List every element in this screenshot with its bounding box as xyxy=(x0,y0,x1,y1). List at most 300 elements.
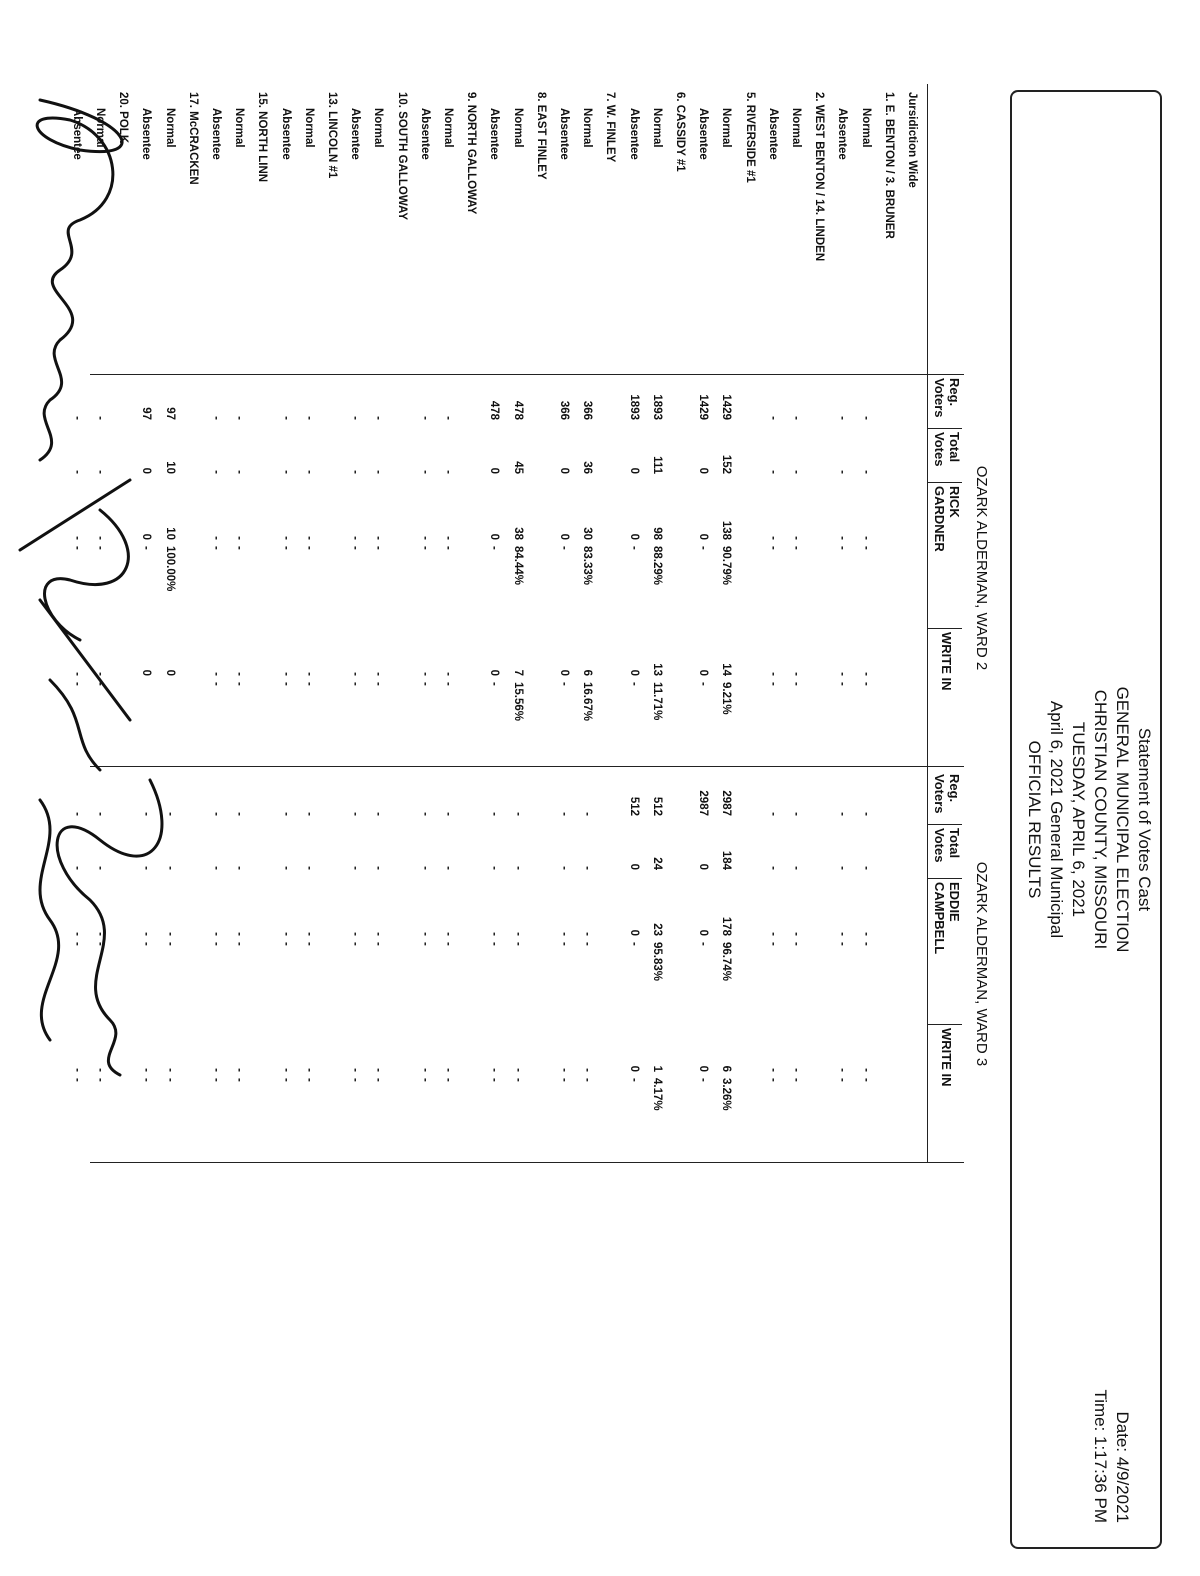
jurisdiction-label: 7. W. FINLEY xyxy=(604,92,617,163)
result-cell-w2: - xyxy=(233,546,246,550)
colsep xyxy=(928,878,962,879)
result-cell-w2: 36 xyxy=(581,461,594,474)
result-cell-w3: 2987 xyxy=(720,790,733,816)
result-cell-w2: - xyxy=(94,416,106,420)
result-cell-w2: - xyxy=(859,470,872,474)
result-cell-w3: - xyxy=(859,812,872,816)
result-cell-w3: - xyxy=(210,1078,222,1082)
result-cell-w3: - xyxy=(766,866,779,870)
result-cell-w2: 1429 xyxy=(720,394,733,420)
result-cell-w3: - xyxy=(163,932,176,936)
result-cell-w3: 184 xyxy=(720,850,733,870)
result-cell-w3: - xyxy=(302,942,315,946)
result-cell-w2: 1893 xyxy=(627,394,640,420)
result-cell-w2: 0 xyxy=(627,467,640,474)
result-cell-w3: - xyxy=(140,1068,153,1072)
result-cell-w2: 83.33% xyxy=(581,546,594,586)
result-cell-w3: - xyxy=(302,866,315,870)
result-cell-w3: - xyxy=(836,866,849,870)
result-cell-w3: - xyxy=(442,942,454,946)
result-cell-w2: - xyxy=(279,536,292,540)
result-cell-w2: - xyxy=(210,536,222,540)
result-cell-w2: - xyxy=(210,470,222,474)
signature-2 xyxy=(20,480,130,770)
result-cell-w2: - xyxy=(302,682,315,686)
result-cell-w2: 0 xyxy=(697,669,710,676)
result-cell-w3: - xyxy=(279,932,292,936)
result-cell-w2: - xyxy=(70,682,83,686)
result-cell-w2: 0 xyxy=(697,467,710,474)
result-cell-w2: 152 xyxy=(720,454,733,474)
result-cell-w3: - xyxy=(70,866,83,870)
colhead-reg-voters-w3: Reg. Voters xyxy=(932,774,962,814)
jurisdiction-label: 5. RIVERSIDE #1 xyxy=(743,92,756,183)
result-cell-w2: - xyxy=(442,470,454,474)
divider-end xyxy=(90,1162,964,1163)
result-cell-w3: - xyxy=(140,1078,153,1082)
result-cell-w3: - xyxy=(418,1068,431,1072)
jurisdiction-subrow-label: Normal xyxy=(233,108,246,148)
colsep xyxy=(928,482,962,483)
jurisdiction-subrow-label: Absentee xyxy=(140,108,153,160)
result-cell-w3: - xyxy=(558,932,570,936)
result-cell-w3: - xyxy=(790,812,802,816)
result-cell-w3: - xyxy=(836,942,849,946)
jurisdiction-subrow-label: Normal xyxy=(442,108,454,148)
result-cell-w2: - xyxy=(836,682,849,686)
result-cell-w3: - xyxy=(790,1068,802,1072)
jurisdiction-subrow-label: Normal xyxy=(94,108,106,148)
result-cell-w3: - xyxy=(233,1078,246,1082)
jurisdiction-label: 9. NORTH GALLOWAY xyxy=(465,92,478,215)
colsep xyxy=(928,1024,962,1025)
result-cell-w3: - xyxy=(302,1078,315,1082)
result-cell-w2: - xyxy=(279,682,292,686)
election-name: GENERAL MUNICIPAL ELECTION xyxy=(1113,686,1132,953)
result-cell-w3: - xyxy=(94,942,106,946)
result-cell-w2: - xyxy=(836,672,849,676)
result-cell-w2: 88.29% xyxy=(650,546,663,586)
result-cell-w3: 512 xyxy=(627,796,640,816)
result-cell-w3: - xyxy=(766,812,779,816)
jurisdiction-subrow-label: Absentee xyxy=(836,108,849,160)
result-cell-w2: 0 xyxy=(488,467,501,474)
jurisdiction-subrow-label: Normal xyxy=(790,108,802,148)
header-rule-jurisdiction xyxy=(927,84,928,374)
report-time: Time: 1:17:36 PM xyxy=(1091,1389,1110,1523)
result-cell-w3: - xyxy=(94,812,106,816)
report-date: Date: 4/9/2021 xyxy=(1113,1411,1132,1523)
result-cell-w2: 111 xyxy=(650,456,663,474)
result-cell-w2: - xyxy=(836,416,849,420)
result-cell-w3: - xyxy=(418,1078,431,1082)
result-cell-w3: - xyxy=(372,1078,385,1082)
result-cell-w3: 0 xyxy=(627,863,640,870)
result-cell-w3: - xyxy=(859,1068,872,1072)
result-cell-w3: - xyxy=(233,942,246,946)
result-cell-w2: - xyxy=(766,546,779,550)
result-cell-w2: - xyxy=(418,546,431,550)
result-cell-w2: - xyxy=(302,416,315,420)
result-cell-w2: - xyxy=(790,672,802,676)
result-cell-w2: - xyxy=(418,672,431,676)
result-cell-w2: - xyxy=(859,546,872,550)
result-cell-w2: - xyxy=(70,672,83,676)
result-cell-w2: - xyxy=(279,470,292,474)
result-cell-w3: 96.74% xyxy=(720,942,733,982)
result-cell-w2: 0 xyxy=(627,533,640,540)
result-cell-w2: - xyxy=(859,682,872,686)
result-cell-w2: - xyxy=(349,682,362,686)
result-cell-w2: - xyxy=(442,682,454,686)
result-cell-w3: - xyxy=(766,932,779,936)
jurisdiction-label: Jursidiction Wide xyxy=(906,92,918,188)
result-cell-w3: 0 xyxy=(697,1065,710,1072)
result-cell-w3: - xyxy=(859,942,872,946)
result-cell-w3: 4.17% xyxy=(650,1078,663,1111)
result-cell-w2: 100.00% xyxy=(163,546,176,592)
result-cell-w3: - xyxy=(349,1068,362,1072)
official-signatures xyxy=(0,80,190,1080)
jurisdiction-subrow-label: Absentee xyxy=(558,108,570,160)
result-cell-w3: - xyxy=(790,942,802,946)
jurisdiction-subrow-label: Normal xyxy=(511,108,524,148)
jurisdiction-subrow-label: Absentee xyxy=(70,108,83,160)
result-cell-w2: - xyxy=(372,536,385,540)
result-cell-w2: 97 xyxy=(163,407,176,420)
result-cell-w2: 7 xyxy=(511,669,524,676)
result-cell-w2: - xyxy=(442,546,454,550)
result-cell-w3: - xyxy=(859,866,872,870)
result-cell-w2: 10 xyxy=(163,527,176,540)
result-cell-w2: 0 xyxy=(140,533,153,540)
result-cell-w2: 84.44% xyxy=(511,546,524,586)
result-cell-w2: - xyxy=(790,470,802,474)
jurisdiction-label: 13. LINCOLN #1 xyxy=(326,92,338,179)
result-cell-w3: - xyxy=(233,1068,246,1072)
result-cell-w2: 14 xyxy=(720,663,733,676)
result-cell-w2: - xyxy=(697,546,710,550)
result-cell-w3: - xyxy=(210,1068,222,1072)
colhead-candidate-w3: EDDIE CAMPBELL xyxy=(932,882,962,955)
result-cell-w3: - xyxy=(511,942,524,946)
result-cell-w3: - xyxy=(163,812,176,816)
result-cell-w3: - xyxy=(372,932,385,936)
result-cell-w2: 0 xyxy=(488,669,501,676)
result-cell-w3: - xyxy=(140,812,153,816)
result-cell-w3: - xyxy=(70,812,83,816)
result-cell-w2: 97 xyxy=(140,407,153,420)
result-cell-w3: - xyxy=(581,1078,594,1082)
result-cell-w3: - xyxy=(558,1078,570,1082)
signature-1 xyxy=(37,100,122,460)
result-cell-w2: - xyxy=(349,416,362,420)
result-cell-w3: - xyxy=(790,866,802,870)
result-cell-w3: - xyxy=(511,1078,524,1082)
result-cell-w2: - xyxy=(766,672,779,676)
result-cell-w2: - xyxy=(372,672,385,676)
result-cell-w3: - xyxy=(511,866,524,870)
jurisdiction-subrow-label: Normal xyxy=(163,108,176,148)
result-cell-w3: - xyxy=(418,942,431,946)
result-cell-w2: 478 xyxy=(488,400,501,420)
result-cell-w2: - xyxy=(279,546,292,550)
result-cell-w2: 366 xyxy=(558,400,570,420)
result-cell-w3: - xyxy=(558,812,570,816)
result-cell-w2: 0 xyxy=(627,669,640,676)
result-cell-w3: 512 xyxy=(650,796,663,816)
result-cell-w2: - xyxy=(790,416,802,420)
result-cell-w3: - xyxy=(163,1078,176,1082)
jurisdiction-subrow-label: Absentee xyxy=(210,108,222,160)
result-cell-w3: - xyxy=(558,866,570,870)
result-cell-w2: - xyxy=(70,546,83,550)
result-cell-w2: - xyxy=(766,682,779,686)
jurisdiction-label: 6. CASSIDY #1 xyxy=(674,92,686,172)
result-cell-w3: - xyxy=(302,1068,315,1072)
result-cell-w2: - xyxy=(766,536,779,540)
result-cell-w2: 1893 xyxy=(650,394,663,420)
result-cell-w3: - xyxy=(210,942,222,946)
result-cell-w2: - xyxy=(488,546,501,550)
colhead-candidate-w2: RICK GARDNER xyxy=(932,486,962,552)
jurisdiction-label: 2. WEST BENTON / 14. LINDEN xyxy=(813,92,826,262)
result-cell-w3: 0 xyxy=(627,1065,640,1072)
result-cell-w2: - xyxy=(442,416,454,420)
jurisdiction-subrow-label: Absentee xyxy=(697,108,710,160)
result-cell-w2: - xyxy=(790,536,802,540)
header-rule-w2 xyxy=(927,374,928,766)
result-cell-w3: - xyxy=(163,866,176,870)
result-cell-w3: - xyxy=(233,866,246,870)
result-cell-w3: - xyxy=(558,942,570,946)
result-cell-w3: - xyxy=(859,1078,872,1082)
result-cell-w3: - xyxy=(859,932,872,936)
result-cell-w2: - xyxy=(372,470,385,474)
election-label: April 6, 2021 General Municipal xyxy=(1047,700,1066,939)
result-cell-w3: - xyxy=(233,932,246,936)
result-cell-w3: - xyxy=(418,866,431,870)
result-cell-w3: - xyxy=(349,812,362,816)
result-cell-w3: - xyxy=(372,1068,385,1072)
result-cell-w2: 0 xyxy=(140,467,153,474)
result-cell-w2: - xyxy=(558,682,570,686)
result-cell-w2: - xyxy=(210,682,222,686)
signature-3 xyxy=(40,780,162,1075)
report-title: Statement of Votes Cast xyxy=(1135,727,1154,912)
result-cell-w3: - xyxy=(442,812,454,816)
result-cell-w2: - xyxy=(94,672,106,676)
result-cell-w2: - xyxy=(210,546,222,550)
result-cell-w2: 11.71% xyxy=(650,682,663,721)
result-cell-w2: 45 xyxy=(511,461,524,474)
result-cell-w2: - xyxy=(349,470,362,474)
result-cell-w3: - xyxy=(581,932,594,936)
result-cell-w3: - xyxy=(279,1068,292,1072)
header-rule-w3 xyxy=(927,766,928,1162)
result-cell-w2: 13 xyxy=(650,663,663,676)
result-cell-w3: - xyxy=(697,942,710,946)
result-cell-w2: 30 xyxy=(581,527,594,540)
result-cell-w2: - xyxy=(697,682,710,686)
result-cell-w3: - xyxy=(836,1078,849,1082)
result-cell-w2: - xyxy=(70,470,83,474)
result-cell-w2: 366 xyxy=(581,400,594,420)
result-cell-w2: 38 xyxy=(511,527,524,540)
result-cell-w2: - xyxy=(349,672,362,676)
result-cell-w2: - xyxy=(94,682,106,686)
result-cell-w2: 15.56% xyxy=(511,682,524,722)
colsep xyxy=(928,628,962,629)
result-cell-w2: 478 xyxy=(511,400,524,420)
result-cell-w3: - xyxy=(140,942,153,946)
result-cell-w3: - xyxy=(94,1078,106,1082)
result-cell-w2: 90.79% xyxy=(720,546,733,586)
result-cell-w3: - xyxy=(302,932,315,936)
result-cell-w3: - xyxy=(581,1068,594,1072)
result-cell-w2: 0 xyxy=(488,533,501,540)
result-cell-w2: - xyxy=(233,416,246,420)
result-cell-w3: 2987 xyxy=(697,790,710,816)
result-cell-w3: 178 xyxy=(720,916,733,936)
colhead-total-votes-w2: Total Votes xyxy=(932,432,962,467)
result-cell-w3: - xyxy=(836,812,849,816)
result-cell-w2: 9.21% xyxy=(720,682,733,715)
colhead-write-in-w3: WRITE IN xyxy=(939,1028,954,1087)
result-cell-w3: - xyxy=(442,1078,454,1082)
result-cell-w3: - xyxy=(511,812,524,816)
result-cell-w3: - xyxy=(279,866,292,870)
result-cell-w3: - xyxy=(558,1068,570,1072)
jurisdiction-subrow-label: Absentee xyxy=(418,108,431,160)
result-cell-w3: - xyxy=(790,932,802,936)
result-cell-w3: - xyxy=(372,942,385,946)
result-cell-w2: - xyxy=(233,536,246,540)
result-cell-w2: 0 xyxy=(163,669,176,676)
colhead-reg-voters-w2: Reg. Voters xyxy=(932,378,962,418)
result-cell-w2: - xyxy=(836,470,849,474)
result-cell-w2: - xyxy=(859,672,872,676)
jurisdiction-subrow-label: Normal xyxy=(720,108,733,148)
colsep xyxy=(928,824,962,825)
result-cell-w2: - xyxy=(210,416,222,420)
result-cell-w3: - xyxy=(210,866,222,870)
result-cell-w3: - xyxy=(627,1078,640,1082)
jurisdiction-label: 10. SOUTH GALLOWAY xyxy=(395,92,408,221)
result-cell-w2: - xyxy=(302,536,315,540)
result-cell-w2: 16.67% xyxy=(581,682,594,722)
result-cell-w2: - xyxy=(442,536,454,540)
result-cell-w2: - xyxy=(859,536,872,540)
result-cell-w3: - xyxy=(94,1068,106,1072)
jurisdiction-subrow-label: Absentee xyxy=(627,108,640,160)
result-cell-w3: - xyxy=(140,866,153,870)
result-cell-w3: - xyxy=(302,812,315,816)
result-cell-w2: - xyxy=(418,416,431,420)
election-date: TUESDAY, APRIL 6, 2021 xyxy=(1069,721,1088,918)
result-cell-w3: - xyxy=(627,942,640,946)
result-cell-w3: - xyxy=(94,932,106,936)
result-cell-w3: - xyxy=(442,1068,454,1072)
result-cell-w2: - xyxy=(418,682,431,686)
jurisdiction-subrow-label: Normal xyxy=(302,108,315,148)
result-cell-w3: - xyxy=(70,1078,83,1082)
result-cell-w2: - xyxy=(233,682,246,686)
jurisdiction-subrow-label: Normal xyxy=(372,108,385,148)
result-cell-w3: 0 xyxy=(697,863,710,870)
result-cell-w2: - xyxy=(859,416,872,420)
result-cell-w2: - xyxy=(233,672,246,676)
result-cell-w3: - xyxy=(349,932,362,936)
result-cell-w3: - xyxy=(233,812,246,816)
result-cell-w3: - xyxy=(70,932,83,936)
results-status: OFFICIAL RESULTS xyxy=(1025,740,1044,899)
jurisdiction-subrow-label: Normal xyxy=(650,108,663,148)
result-cell-w3: - xyxy=(349,942,362,946)
result-cell-w2: - xyxy=(349,536,362,540)
result-cell-w2: - xyxy=(766,470,779,474)
result-cell-w3: - xyxy=(488,1078,501,1082)
jurisdiction-label: 20. POLK xyxy=(117,92,130,144)
colhead-total-votes-w3: Total Votes xyxy=(932,828,962,863)
result-cell-w2: - xyxy=(790,546,802,550)
result-cell-w2: - xyxy=(836,546,849,550)
result-cell-w2: - xyxy=(210,672,222,676)
report-header-box xyxy=(1010,90,1162,1549)
result-cell-w2: - xyxy=(627,682,640,686)
result-cell-w3: 0 xyxy=(697,929,710,936)
result-cell-w2: - xyxy=(790,682,802,686)
jurisdiction-label: 8. EAST FINLEY xyxy=(534,92,547,180)
result-cell-w2: - xyxy=(70,416,83,420)
result-cell-w3: - xyxy=(581,942,594,946)
result-cell-w3: - xyxy=(766,942,779,946)
jurisdiction-subrow-label: Absentee xyxy=(766,108,779,160)
jurisdiction-subrow-label: Normal xyxy=(581,108,594,148)
result-cell-w2: - xyxy=(418,470,431,474)
result-cell-w3: - xyxy=(697,1078,710,1082)
result-cell-w3: 24 xyxy=(650,857,663,870)
result-cell-w2: - xyxy=(558,546,570,550)
result-cell-w2: 0 xyxy=(558,669,570,676)
result-cell-w3: - xyxy=(279,1078,292,1082)
result-cell-w3: - xyxy=(349,1078,362,1082)
result-cell-w2: 6 xyxy=(581,669,594,676)
colsep xyxy=(928,428,962,429)
result-cell-w3: - xyxy=(70,1068,83,1072)
result-cell-w3: - xyxy=(766,1078,779,1082)
result-cell-w3: - xyxy=(442,932,454,936)
result-cell-w3: - xyxy=(581,866,594,870)
result-cell-w2: 98 xyxy=(650,527,663,540)
result-cell-w3: - xyxy=(140,932,153,936)
jurisdiction-label: 1. E. BENTON / 3. BRUNER xyxy=(882,92,895,239)
result-cell-w2: - xyxy=(279,672,292,676)
result-cell-w2: - xyxy=(279,416,292,420)
result-cell-w2: - xyxy=(302,546,315,550)
result-cell-w2: - xyxy=(140,546,153,550)
result-cell-w2: 0 xyxy=(140,669,153,676)
result-cell-w2: - xyxy=(627,546,640,550)
result-cell-w3: - xyxy=(511,932,524,936)
colhead-write-in-w2: WRITE IN xyxy=(939,632,954,691)
result-cell-w3: 95.83% xyxy=(650,942,663,982)
jurisdiction-subrow-label: Normal xyxy=(859,108,872,148)
result-cell-w3: 6 xyxy=(720,1065,733,1072)
result-cell-w3: - xyxy=(210,932,222,936)
county-name: CHRISTIAN COUNTY, MISSOURI xyxy=(1091,689,1110,950)
result-cell-w3: - xyxy=(70,942,83,946)
